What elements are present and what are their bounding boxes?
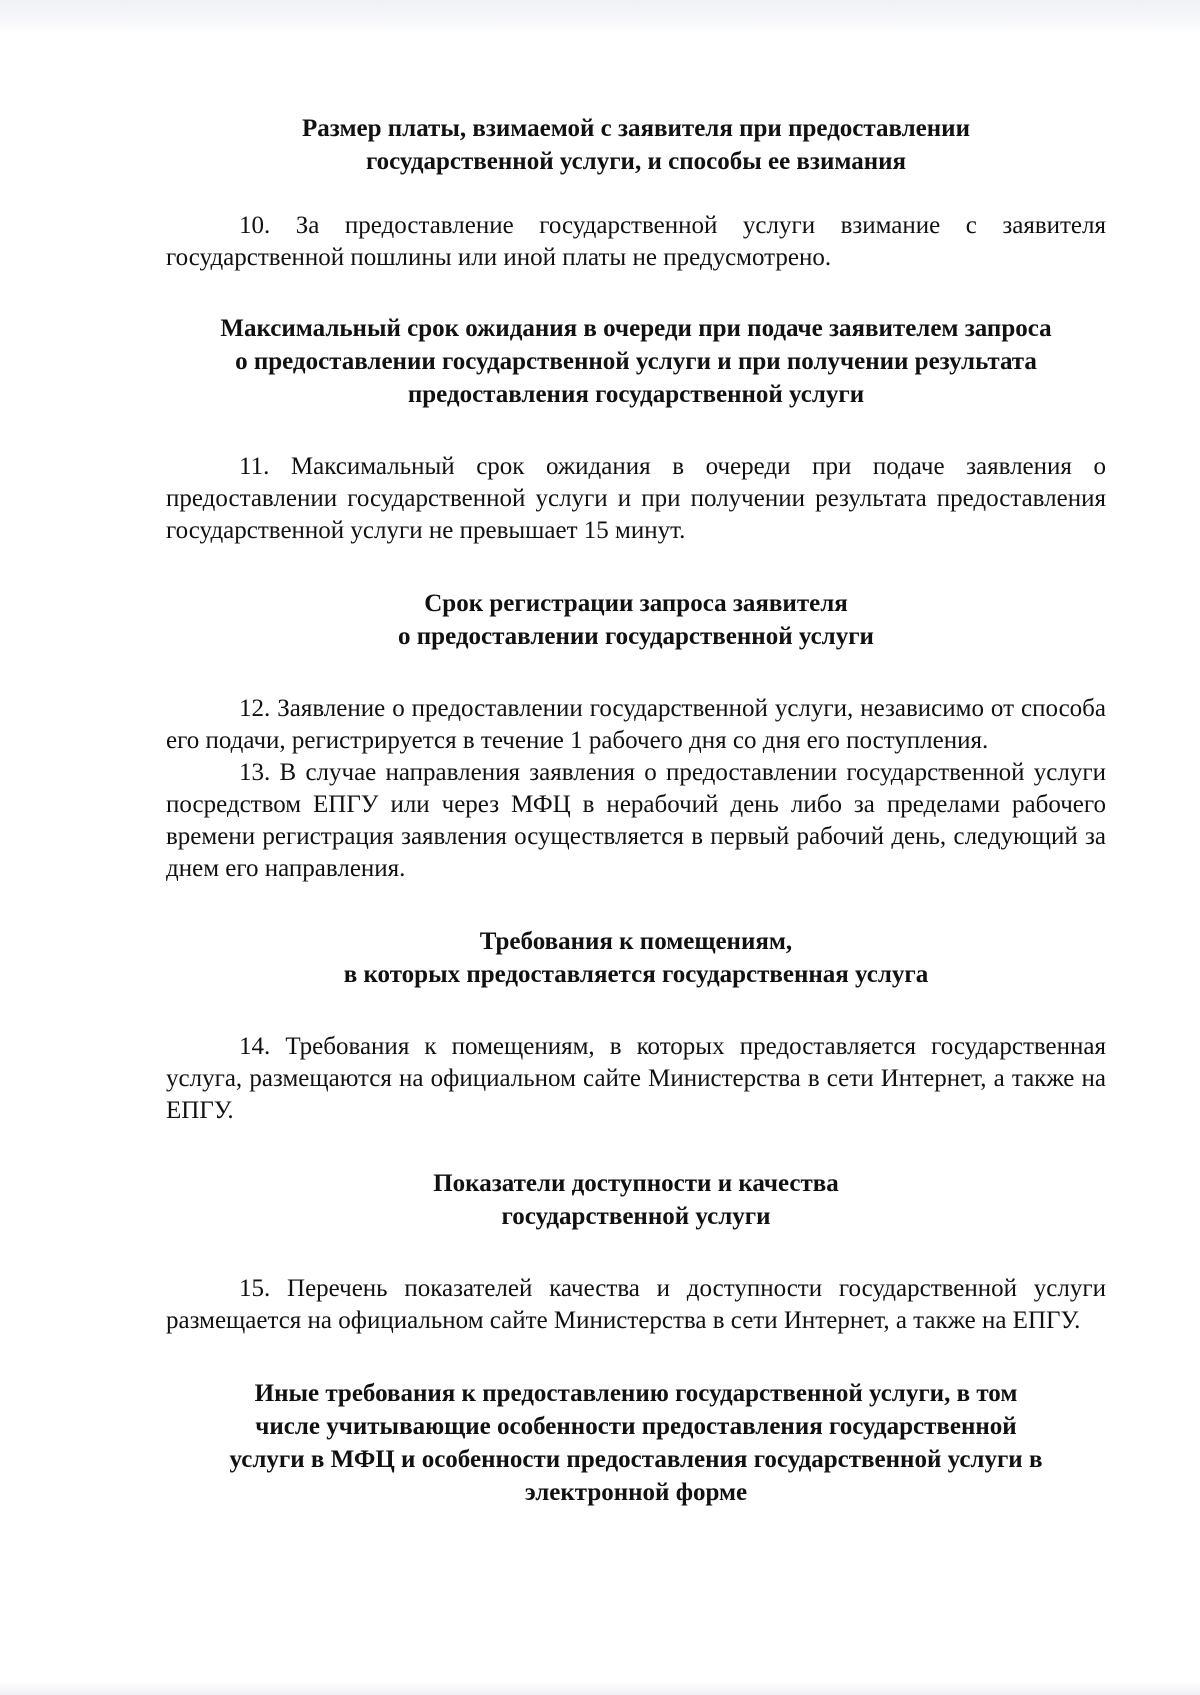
heading-line: электронной форме <box>524 1479 748 1506</box>
paragraph-10: 10. За предоставление государственной услуги взимание с заявителя государственной пошлины или иной платы не предусмотрено. <box>166 212 1106 271</box>
paragraph-12: 12. Заявление о предоставлении государственной услуги, независимо от способа его подачи, регистрируется в течение 1 рабочего дня со дня его поступления. <box>166 695 1106 754</box>
heading-line: о предоставлении государственной услуги и при получении результата <box>235 348 1037 375</box>
heading-line: Размер платы, взимаемой с заявителя при предоставлении <box>302 115 970 142</box>
heading-line: Требования к помещениям, <box>479 928 793 955</box>
heading-line: о предоставлении государственной услуги <box>398 623 874 650</box>
heading-line: государственной услуги <box>501 1203 771 1230</box>
document-page <box>166 112 1106 1509</box>
heading-line: государственной услуги, и способы ее взимания <box>365 148 907 175</box>
section-heading-quality-indicators <box>166 1167 1106 1233</box>
heading-line: Показатели доступности и качества <box>433 1170 839 1197</box>
heading-line: Максимальный срок ожидания в очереди при подаче заявителем запроса <box>220 315 1052 342</box>
section-heading-queue-time <box>166 312 1106 411</box>
section-heading-premises <box>166 925 1106 991</box>
heading-line: числе учитывающие особенности предоставления государственной <box>255 1413 1017 1440</box>
scan-bottom-edge <box>0 1681 1200 1695</box>
paragraph-15: 15. Перечень показателей качества и доступности государственной услуги размещается на официальном сайте Министерства в сети Интернет, а также на ЕПГУ. <box>166 1275 1106 1334</box>
heading-line: Иные требования к предоставлению государственной услуги, в том <box>254 1380 1018 1407</box>
section-heading-registration <box>166 587 1106 653</box>
section-heading-fee <box>166 112 1106 178</box>
heading-line: Срок регистрации запроса заявителя <box>424 590 848 617</box>
heading-line: в которых предоставляется государственная услуга <box>343 961 929 988</box>
section-heading-other-requirements <box>166 1377 1106 1509</box>
heading-line: услуги в МФЦ и особенности предоставления государственной услуги в <box>229 1446 1043 1473</box>
heading-line: предоставления государственной услуги <box>407 381 865 408</box>
paragraph-11: 11. Максимальный срок ожидания в очереди при подаче заявления о предоставлении государственной услуги и при получении результата предоставления государственной услуги не превышает 15 минут. <box>166 453 1106 544</box>
paragraph-14: 14. Требования к помещениям, в которых предоставляется государственная услуга, размещаются на официальном сайте Министерства в сети Интернет, а также на ЕПГУ. <box>166 1033 1106 1124</box>
paragraph-13: 13. В случае направления заявления о предоставлении государственной услуги посредством ЕПГУ или через МФЦ в нерабочий день либо за пределами рабочего времени регистрация заявления осуществляется в первый рабочий день, следующий за днем его направления. <box>166 759 1106 882</box>
scan-top-edge <box>0 0 1200 34</box>
